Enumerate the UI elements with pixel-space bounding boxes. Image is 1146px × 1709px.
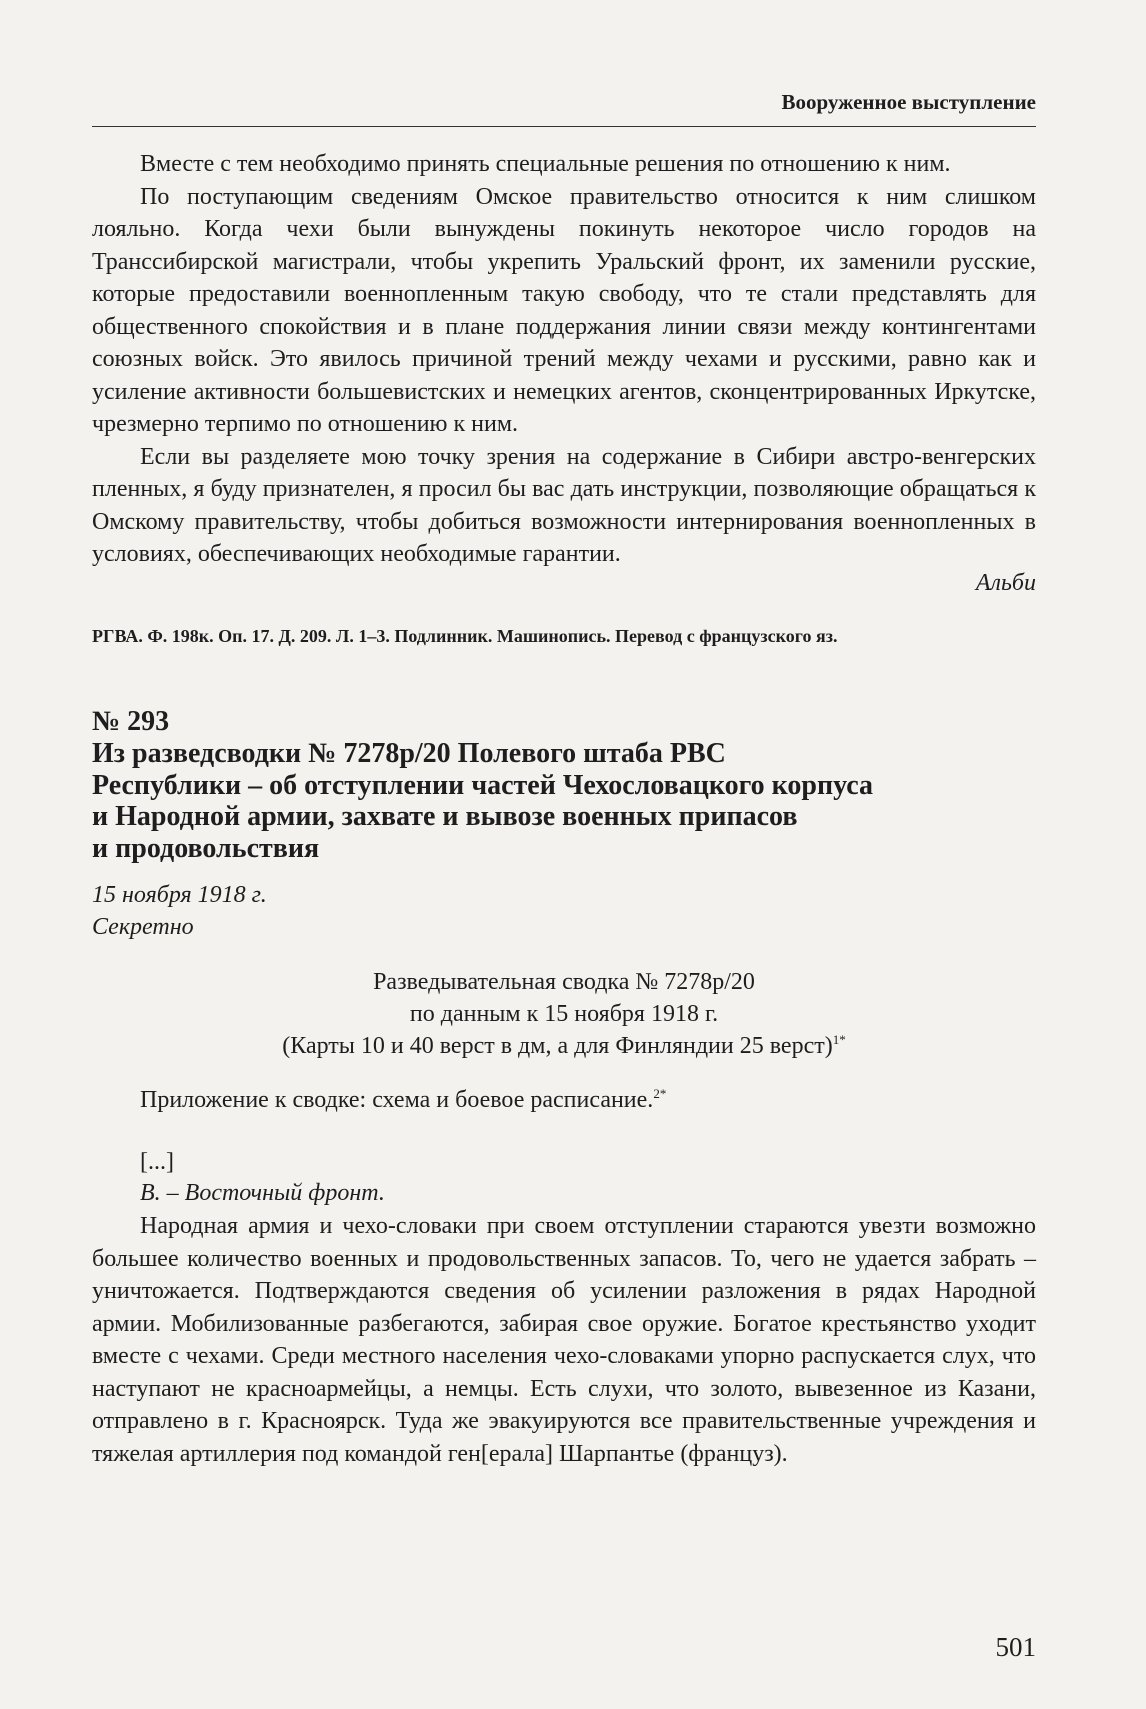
footnote-ref: 2* [653,1086,667,1101]
section-heading: В. – Восточный фронт. [140,1180,385,1206]
report-heading [92,966,1036,1062]
paragraph: По поступающим сведениям Омское правительство относится к ним слишком лояльно. Когда чехи были вынуждены покинуть некоторое число городов на Транссибирской магистрали, чтобы укрепить Уральский фронт, их заменили русские, которые предоставили военнопленным такую свободу, что те стали представлять для общественного спокойствия и в плане поддержания линии связи между контингентами союзных войск. Это явилось причиной трений между чехами и русскими, равно как и усиление активности большевистских и немецких агентов, сконцентрированных Иркутске, чрезмерно терпимо по отношению к ним. [92,183,1036,437]
classification: Секретно [92,914,194,940]
title-line: Из разведсводки № 7278р/20 Полевого штаба РВС [92,738,726,769]
signature: Альби [975,570,1036,596]
footnote-ref: 1* [832,1032,846,1047]
title-line: и Народной армии, захвате и вывозе военных припасов [92,801,798,832]
report-paragraph: Народная армия и чехо-словаки при своем отступлении стараются увезти возможно большее количество военных и продовольственных запасов. То, чего не удается забрать – уничтожается. Подтверждаются сведения об усилении разложения в рядах Народной армии. Мобилизованные разбегаются, забирая свое оружие. Богатое крестьянство уходит вместе с чехами. Среди местного населения чехо-словаками упорно распускается слух, что наступают не красноармейцы, а немцы. Есть слухи, что золото, вывезенное из Казани, отправлено в г. Красноярск. Туда же эвакуируются все правительственные учреждения и тяжелая артиллерия под командой ген[ерала] Шарпантье (француз). [92,1213,1036,1467]
title-line: Республики – об отступлении частей Чехословацкого корпуса [92,769,874,801]
document-number: № 293 [92,706,170,737]
header-rule [92,126,1036,127]
previous-document-text [92,148,1036,571]
archival-source: РГВА. Ф. 198к. Оп. 17. Д. 209. Л. 1–3. Подлинник. Машинопись. Перевод с французского яз. [92,626,838,646]
report-heading-line: (Карты 10 и 40 верст в дм, а для Финляндии 25 верст)$^{1*}$ [282,1032,846,1059]
report-heading-line: по данным к 15 ноября 1918 г. [409,1001,719,1027]
appendix-line: Приложение к сводке: схема и боевое расписание.$^{2*}$ [140,1086,667,1113]
title-line: и продовольствия [92,832,320,864]
document-date: 15 ноября 1918 г. [92,882,267,908]
running-title: Вооруженное выступление [781,90,1036,114]
omission-mark: [...] [140,1149,174,1175]
paragraph: Если вы разделяете мою точку зрения на содержание в Сибири австро-венгерских пленных, я буду признателен, я просил бы вас дать инструкции, позволяющие обращаться к Омскому правительству, чтобы добиться возможности интернирования военнопленных в условиях, обеспечивающих необходимые гарантии. [92,443,1036,567]
report-heading-line: Разведывательная сводка № 7278р/20 [373,969,755,995]
page-number: 501 [995,1632,1036,1662]
document-title [92,738,1036,864]
paragraph: Вместе с тем необходимо принять специальные решения по отношению к ним. [140,151,951,177]
